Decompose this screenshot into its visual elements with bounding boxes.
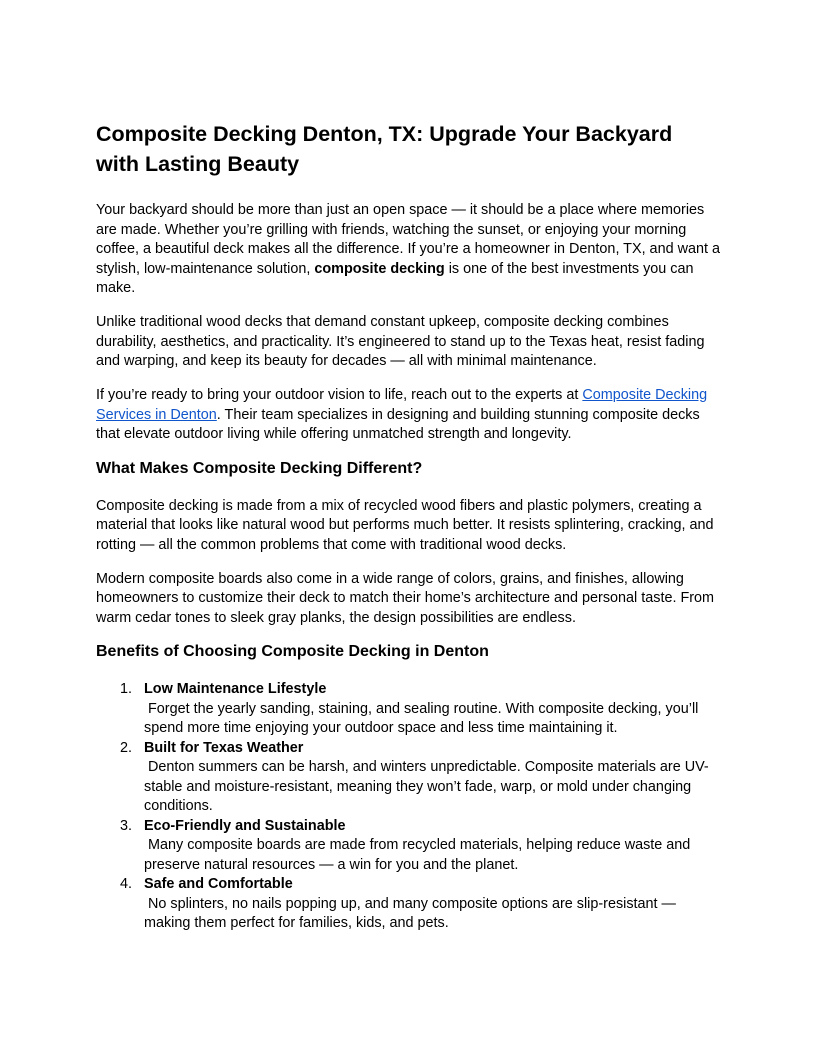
list-item	[120, 680, 720, 739]
list-item	[120, 817, 720, 876]
benefits-list	[96, 680, 720, 934]
section1-paragraph-2: Modern composite boards also come in a wide range of colors, grains, and finishes, allowing homeowners to customize their deck to match their home’s architecture and personal taste. From warm cedar tones to sleek gray planks, the design possibilities are endless.	[96, 570, 715, 626]
list-item-title: Eco-Friendly and Sustainable	[144, 817, 346, 834]
list-item-description: Denton summers can be harsh, and winters unpredictable. Composite materials are UV-stable and moisture-resistant, meaning they won’t fade, warp, or mold under changing conditions.	[144, 759, 709, 814]
list-item-number: 2.	[120, 739, 133, 756]
list-item	[120, 875, 720, 934]
intro-paragraph-3	[96, 386, 720, 445]
section-heading-benefits: Benefits of Choosing Composite Decking in Denton	[96, 643, 489, 660]
list-item-number: 1.	[120, 681, 133, 697]
intro-paragraph-1	[96, 201, 720, 299]
list-item-title: Safe and Comfortable	[144, 876, 293, 892]
list-item-number: 4.	[120, 876, 133, 892]
intro-p1-text-after: is one of the best investments you can make.	[96, 260, 694, 296]
list-item-description: No splinters, no nails popping up, and many composite options are slip-resistant — making them perfect for families, kids, and pets.	[144, 895, 680, 931]
list-item-description: Forget the yearly sanding, staining, and sealing routine. With composite decking, you’ll spend more time enjoying your outdoor space and less time maintaining it.	[144, 700, 703, 736]
list-item	[120, 739, 720, 817]
list-item-title: Built for Texas Weather	[144, 739, 304, 756]
list-item-number: 3.	[120, 817, 133, 834]
intro-p1-text-before: Your backyard should be more than just an open space — it should be a place where memories are made. Whether you’re grilling with friends, watching the sunset, or enjoying your morning coffee, a beautiful deck makes all the difference. If you’re a homeowner in Denton, TX, and want a stylish, low-maintenance solution,	[96, 202, 720, 277]
intro-paragraph-2: Unlike traditional wood decks that demand constant upkeep, composite decking combines durability, aesthetics, and practicality. It’s engineered to stand up to the Texas heat, resist fading and warping, and keep its beauty for decades — all with minimal maintenance.	[96, 314, 705, 369]
section1-paragraph-1: Composite decking is made from a mix of recycled wood fibers and plastic polymers, creating a material that looks like natural wood but performs much better. It resists splintering, cracking, and rotting — all the common problems that come with traditional wood decks.	[96, 497, 714, 553]
intro-p3-text-after: . Their team specializes in designing and building stunning composite decks that elevate outdoor living while offering unmatched strength and longevity.	[96, 406, 700, 442]
composite-decking-services-link[interactable]: Composite Decking Services in Denton	[96, 387, 708, 423]
section-heading-what-makes-different: What Makes Composite Decking Different?	[96, 459, 423, 477]
list-item-description: Many composite boards are made from recycled materials, helping reduce waste and preserve natural resources — a win for you and the planet.	[144, 837, 695, 873]
intro-p3-text-before: If you’re ready to bring your outdoor vision to life, reach out to the experts at	[96, 387, 583, 403]
page-title: Composite Decking Denton, TX: Upgrade Your Backyard with Lasting Beauty	[96, 122, 673, 176]
list-item-title: Low Maintenance Lifestyle	[144, 681, 327, 697]
intro-p1-bold-text: composite decking	[314, 260, 445, 277]
